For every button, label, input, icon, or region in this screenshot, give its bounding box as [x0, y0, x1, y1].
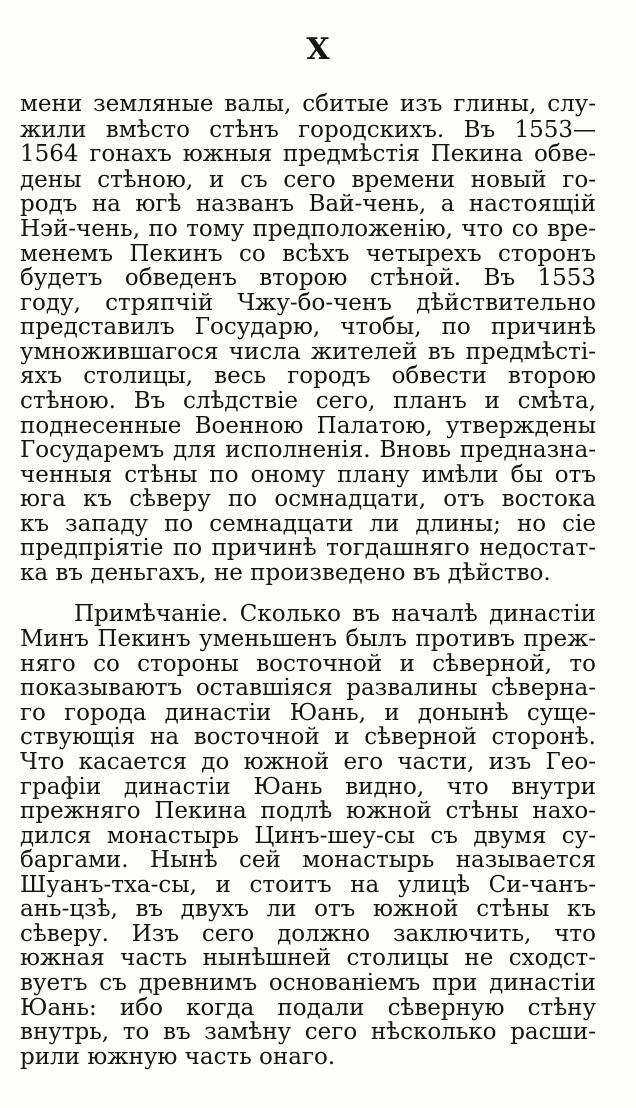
- text-line: няго со стороны восточной и сѣверной, то: [20, 651, 596, 677]
- text-line: родъ на югѣ названъ Вай-чень, а настоящій: [20, 191, 596, 217]
- text-line: ченныя стѣны по оному плану имѣли бы отъ: [20, 462, 596, 488]
- text-line: сѣверу. Изъ сего должно заключить, что: [20, 921, 596, 947]
- text-line: Государемъ для исполненія. Вновь предназна-: [20, 437, 596, 463]
- text-line: менемъ Пекинъ со всѣхъ четырехъ сторонъ: [20, 241, 596, 267]
- text-line: графіи династіи Юань видно, что внутри: [20, 774, 596, 800]
- text-line: дены стѣною, и съ сего времени новый го-: [20, 167, 596, 193]
- text-line: внутрь, то въ замѣну сего нѣсколько расши-: [20, 1019, 596, 1045]
- text-line: дился монастырь Цинъ-шеу-сы съ двумя су-: [20, 823, 596, 849]
- text-line: Что касается до южной его части, изъ Гео-: [20, 749, 596, 775]
- text-line: 1564 гонахъ южныя предмѣстія Пекина обве-: [20, 141, 596, 167]
- text-line: году, стряпчій Чжу-бо-ченъ дѣйствительно: [20, 290, 596, 316]
- text-line: прежняго Пекина подлѣ южной стѣны нахо-: [20, 798, 596, 824]
- text-line: юга къ сѣверу по осмнадцати, отъ востока: [20, 486, 596, 512]
- text-line: представилъ Государю, чтобы, по причинѣ: [20, 314, 596, 340]
- text-line: мени земляные валы, сбитые изъ глины, слу-: [20, 91, 596, 117]
- text-line: умножившагося числа жителей въ предмѣстi-: [20, 339, 596, 365]
- text-line: ань-цзѣ, въ двухъ ли отъ южной стѣны къ: [20, 896, 596, 922]
- text-line: показываютъ оставшіяся развалины сѣверна-: [20, 675, 596, 701]
- text-line: ка въ деньгахъ, не произведено въ дѣйство.: [20, 560, 551, 586]
- text-line: вуетъ съ древнимъ основаніемъ при династіи: [20, 970, 596, 996]
- text-line: къ западу по семнадцати ли длины; но сіе: [20, 511, 596, 537]
- text-line: южная часть нынѣшней столицы не сходст-: [20, 945, 596, 971]
- text-line: Нэй-чень, по тому предположенію, что со вре-: [20, 216, 596, 242]
- text-line: рили южную часть онаго.: [20, 1044, 336, 1070]
- text-line: поднесенные Военною Палатою, утверждены: [20, 413, 596, 439]
- text-line: жили вмѣсто стѣнъ городскихъ. Въ 1553—: [20, 117, 596, 143]
- text-line: яхъ столицы, весь городъ обвести второю: [20, 363, 596, 389]
- text-line: стѣною. Въ слѣдствіе сего, планъ и смѣта,: [20, 388, 596, 414]
- text-line: Минъ Пекинъ уменьшенъ былъ противъ преж-: [20, 626, 596, 652]
- text-line: го города династіи Юань, и донынѣ суще-: [20, 700, 596, 726]
- text-line: предпріятіе по причинѣ тогдашняго недостат-: [20, 535, 596, 561]
- text-line: Примѣчаніе. Сколько въ началѣ династіи: [74, 601, 596, 627]
- text-line: ствующія на восточной и сѣверной сторонѣ.: [20, 724, 596, 750]
- text-line: Юань: ибо когда подали сѣверную стѣну: [20, 995, 596, 1021]
- page-number: X: [306, 32, 330, 67]
- text-line: баргами. Нынѣ сей монастырь называется: [20, 847, 596, 873]
- text-line: будетъ обведенъ второю стѣной. Въ 1553: [20, 265, 596, 291]
- text-line: Шуанъ-тха-сы, и стоитъ на улицѣ Си-чанъ-: [20, 872, 596, 898]
